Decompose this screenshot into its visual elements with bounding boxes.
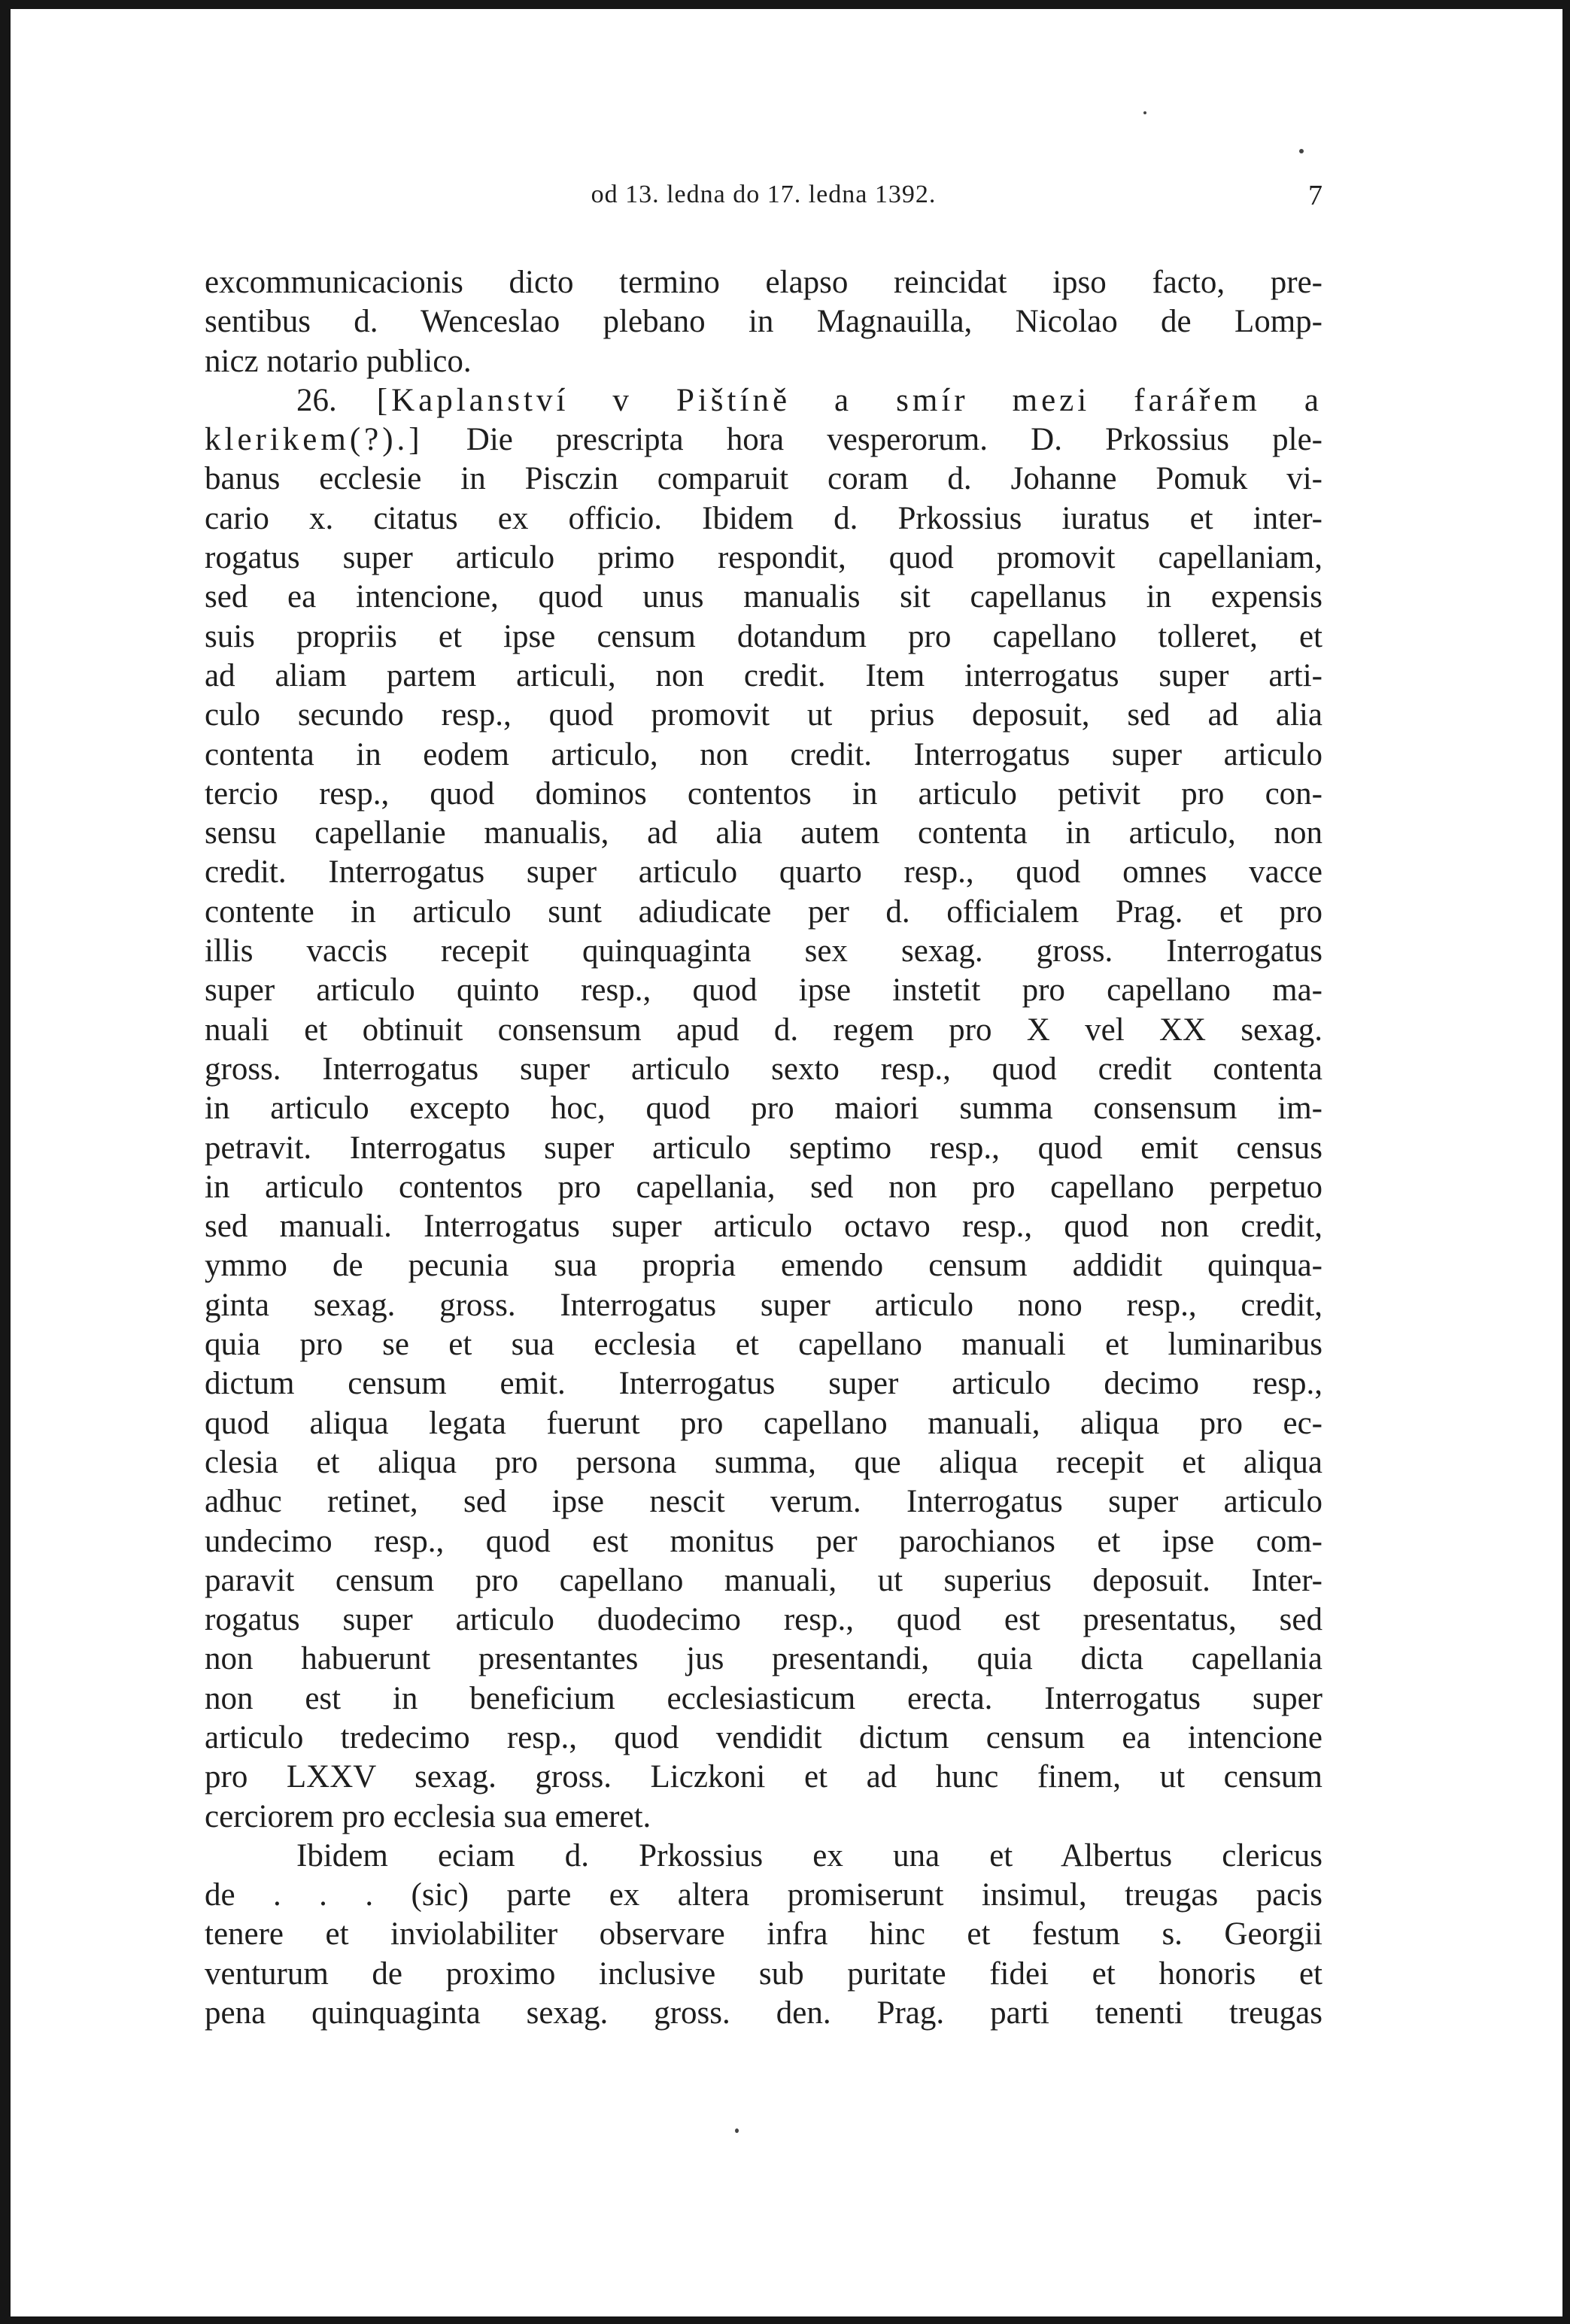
text-line: culo secundo resp., quod promovit ut prius deposuit, sed ad alia bbox=[205, 697, 1323, 733]
running-title: od 13. ledna do 17. ledna 1392. bbox=[591, 181, 937, 208]
scan-speck bbox=[1299, 149, 1304, 153]
body-text bbox=[205, 263, 1323, 2033]
text-line: gross. Interrogatus super articulo sexto resp., quod credit contenta bbox=[205, 1051, 1323, 1087]
text-line: undecimo resp., quod est monitus per parochianos et ipse com- bbox=[205, 1523, 1323, 1559]
entry-title: [Kaplanství v Pištíně a smír mezi farářem a bbox=[376, 382, 1323, 418]
text-line: nicz notario publico. bbox=[205, 343, 472, 379]
text-line: clesia et aliqua pro persona summa, que aliqua recepit et aliqua bbox=[205, 1444, 1323, 1480]
text-line: sensu capellanie manualis, ad alia autem contenta in articulo, non bbox=[205, 815, 1323, 851]
text-line: rogatus super articulo primo respondit, quod promovit capellaniam, bbox=[205, 540, 1323, 576]
page-header bbox=[205, 173, 1323, 218]
text-line: de . . . (sic) parte ex altera promiserunt insimul, treugas pacis bbox=[205, 1877, 1323, 1913]
scan-speck bbox=[1143, 111, 1146, 114]
text-line: pena quinquaginta sexag. gross. den. Prag. parti tenenti treugas bbox=[205, 1995, 1323, 2031]
text-line: super articulo quinto resp., quod ipse instetit pro capellano ma- bbox=[205, 972, 1323, 1009]
text-line: credit. Interrogatus super articulo quarto resp., quod omnes vacce bbox=[205, 854, 1323, 890]
text-line: non est in beneficium ecclesiasticum erecta. Interrogatus super bbox=[205, 1680, 1323, 1716]
text-fragment: Die prescripta hora vesperorum. D. Prkossius ple- bbox=[466, 422, 1323, 458]
text-line: illis vaccis recepit quinquaginta sex sexag. gross. Interrogatus bbox=[205, 933, 1323, 969]
text-line: quia pro se et sua ecclesia et capellano manuali et luminaribus bbox=[205, 1327, 1323, 1363]
text-line: ad aliam partem articuli, non credit. Item interrogatus super arti- bbox=[205, 657, 1323, 693]
text-line: tercio resp., quod dominos contentos in articulo petivit pro con- bbox=[205, 775, 1323, 812]
text-line: rogatus super articulo duodecimo resp., quod est presentatus, sed bbox=[205, 1602, 1323, 1638]
page-number: 7 bbox=[1308, 180, 1323, 211]
text-line: cario x. citatus ex officio. Ibidem d. Prkossius iuratus et inter- bbox=[205, 500, 1323, 536]
text-line: paravit censum pro capellano manuali, ut superius deposuit. Inter- bbox=[205, 1562, 1323, 1598]
text-line: ginta sexag. gross. Interrogatus super articulo nono resp., credit, bbox=[205, 1287, 1323, 1323]
text-line: contente in articulo sunt adiudicate per d. officialem Prag. et pro bbox=[205, 893, 1323, 930]
text-line: in articulo excepto hoc, quod pro maiori summa consensum im- bbox=[205, 1091, 1323, 1127]
text-line: non habuerunt presentantes jus presentandi, quia dicta capellania bbox=[205, 1641, 1323, 1677]
text-line: sed ea intencione, quod unus manualis sit capellanus in expensis bbox=[205, 579, 1323, 615]
text-line: in articulo contentos pro capellania, sed non pro capellano perpetuo bbox=[205, 1169, 1323, 1205]
text-line: sentibus d. Wenceslao plebano in Magnauilla, Nicolao de Lomp- bbox=[205, 304, 1323, 340]
text-line: cerciorem pro ecclesia sua emeret. bbox=[205, 1798, 651, 1834]
text-line: sed manuali. Interrogatus super articulo octavo resp., quod non credit, bbox=[205, 1209, 1323, 1245]
text-line: pro LXXV sexag. gross. Liczkoni et ad hunc finem, ut censum bbox=[205, 1759, 1323, 1795]
text-line: nuali et obtinuit consensum apud d. regem pro X vel XX sexag. bbox=[205, 1012, 1323, 1048]
text-line: venturum de proximo inclusive sub puritate fidei et honoris et bbox=[205, 1955, 1323, 1992]
entry-title-cont: klerikem(?).] bbox=[205, 422, 424, 458]
text-line: articulo tredecimo resp., quod vendidit dictum censum ea intencione bbox=[205, 1719, 1323, 1755]
text-line: Ibidem eciam d. Prkossius ex una et Albertus clericus bbox=[296, 1837, 1323, 1873]
scan-speck bbox=[735, 2128, 739, 2133]
text-line: tenere et inviolabiliter observare infra hinc et festum s. Georgii bbox=[205, 1916, 1323, 1952]
entry-heading-line bbox=[205, 381, 1323, 420]
text-line: petravit. Interrogatus super articulo septimo resp., quod emit census bbox=[205, 1130, 1323, 1166]
text-line: quod aliqua legata fuerunt pro capellano manuali, aliqua pro ec- bbox=[205, 1405, 1323, 1441]
text-line: suis propriis et ipse censum dotandum pro capellano tolleret, et bbox=[205, 618, 1323, 654]
text-line: ymmo de pecunia sua propria emendo censum addidit quinqua- bbox=[205, 1248, 1323, 1284]
text-line: excommunicacionis dicto termino elapso reincidat ipso facto, pre- bbox=[205, 265, 1323, 300]
entry-number: 26. bbox=[296, 382, 337, 418]
text-line: contenta in eodem articulo, non credit. Interrogatus super articulo bbox=[205, 736, 1323, 772]
text-line: dictum censum emit. Interrogatus super articulo decimo resp., bbox=[205, 1366, 1323, 1402]
text-line: adhuc retinet, sed ipse nescit verum. Interrogatus super articulo bbox=[205, 1484, 1323, 1520]
text-line bbox=[205, 420, 1323, 460]
text-line: banus ecclesie in Pisczin comparuit coram d. Johanne Pomuk vi- bbox=[205, 461, 1323, 497]
